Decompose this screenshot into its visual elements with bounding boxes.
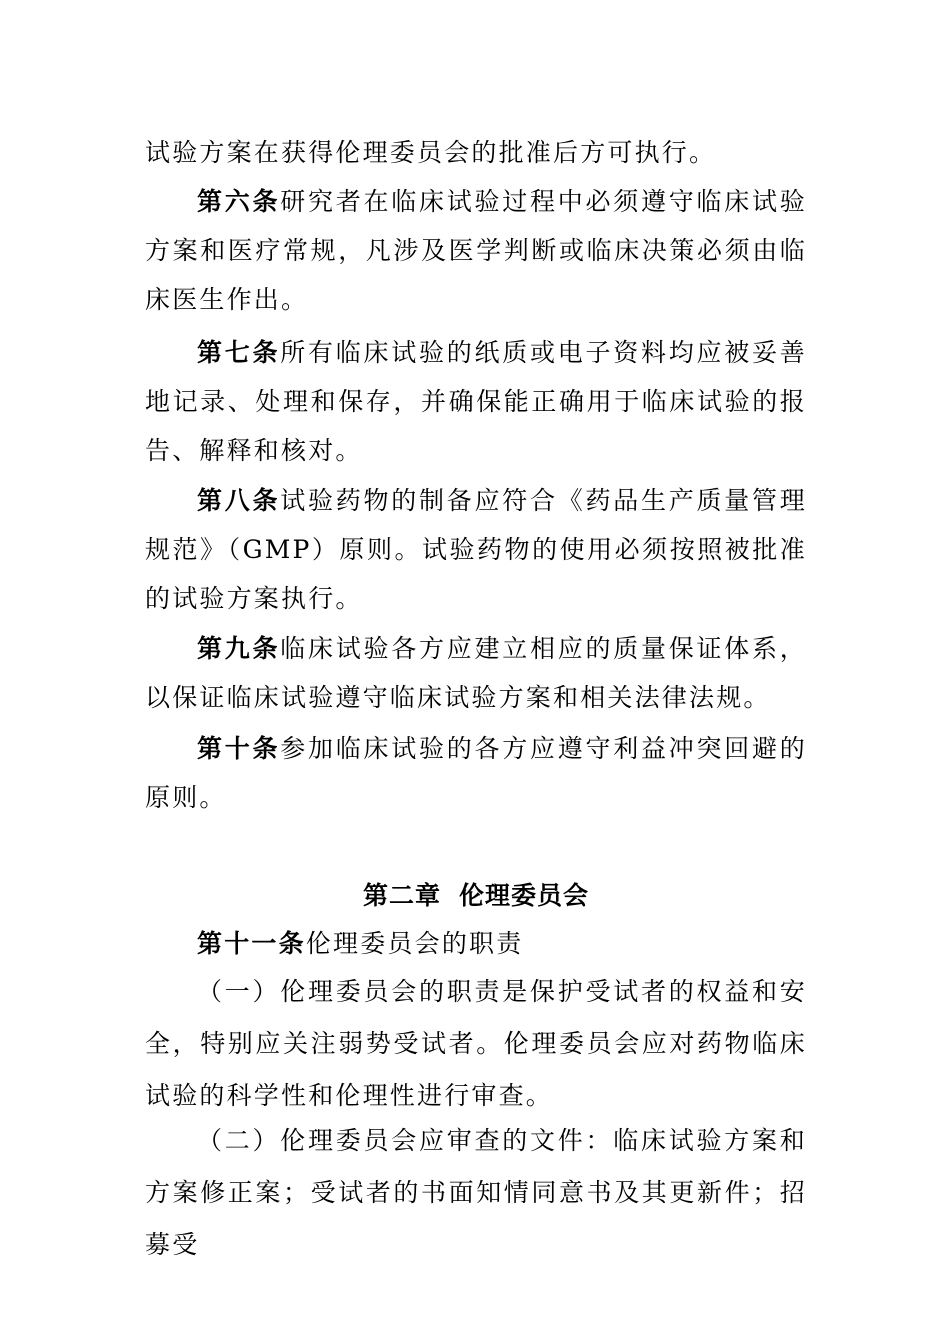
article-6-body: 研究者在临床试验过程中必须遵守临床试验方案和医疗常规，凡涉及医学判断或临床决策必须由临床医生作出。 (145, 187, 807, 314)
article-11-heading: 第十一条 (197, 929, 306, 958)
article-11 (145, 919, 807, 968)
chapter-heading (145, 876, 807, 912)
article-8 (145, 476, 807, 623)
article-10 (145, 724, 807, 822)
continuation-paragraph: 试验方案在获得伦理委员会的批准后方可执行。 (145, 138, 717, 167)
article-9-heading: 第九条 (197, 634, 281, 663)
article-11-body: 伦理委员会的职责 (305, 929, 524, 958)
article-7 (145, 328, 807, 475)
chapter-number: 第二章 (362, 881, 441, 910)
article-6-heading: 第六条 (197, 187, 281, 216)
article-9-body: 临床试验各方应建立相应的质量保证体系，以保证临床试验遵守临床试验方案和相关法律法规。 (145, 634, 807, 712)
article-10-heading: 第十条 (197, 734, 281, 763)
article-9 (145, 624, 807, 722)
article-7-body: 所有临床试验的纸质或电子资料均应被妥善地记录、处理和保存，并确保能正确用于临床试验的报告、解释和核对。 (145, 338, 807, 465)
chapter-title: 伦理委员会 (459, 881, 590, 910)
article-10-body: 参加临床试验的各方应遵守利益冲突回避的原则。 (145, 734, 807, 812)
item-1: （一）伦理委员会的职责是保护受试者的权益和安全，特别应关注弱势受试者。伦理委员会应对药物临床试验的科学性和伦理性进行审查。 (145, 977, 807, 1110)
item-2: （二）伦理委员会应审查的文件：临床试验方案和方案修正案；受试者的书面知情同意书及其更新件；招募受 (145, 1126, 807, 1259)
article-7-heading: 第七条 (197, 338, 281, 367)
article-6 (145, 177, 807, 324)
article-8-heading: 第八条 (197, 486, 281, 515)
article-8-body: 试验药物的制备应符合《药品生产质量管理规范》（GMP）原则。试验药物的使用必须按照被批准的试验方案执行。 (145, 486, 807, 613)
